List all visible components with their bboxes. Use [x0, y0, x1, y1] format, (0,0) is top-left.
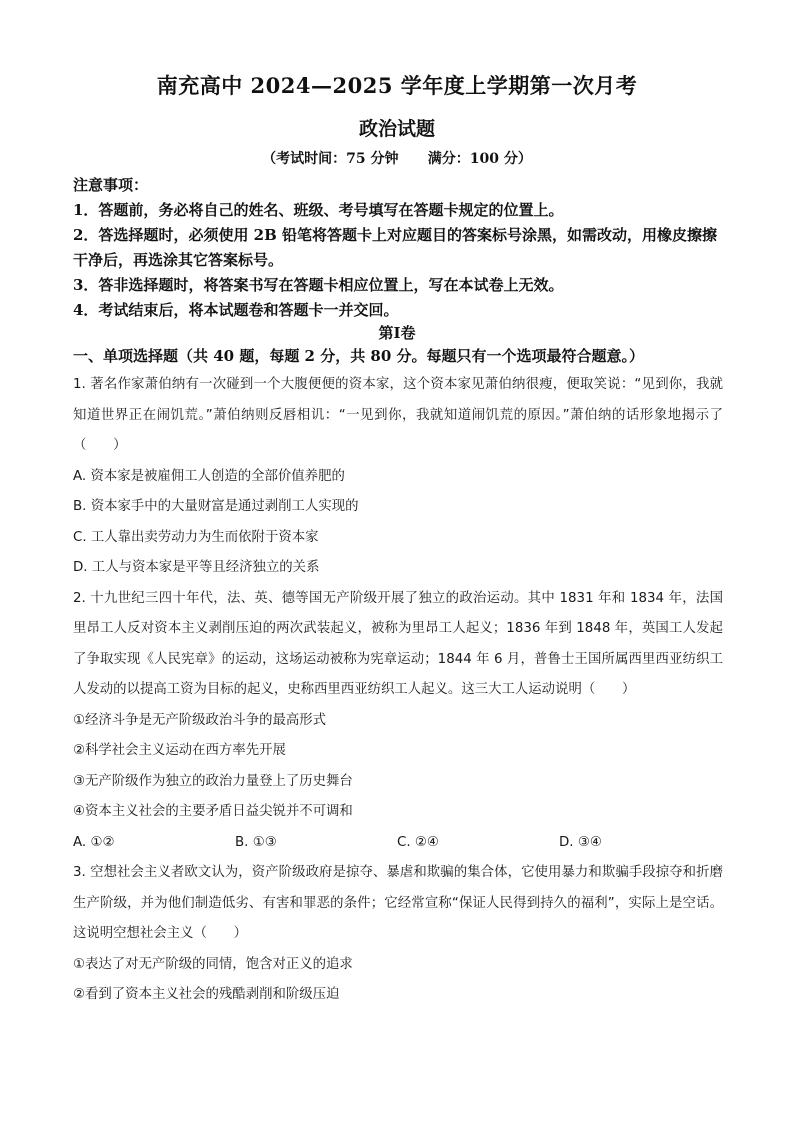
answer-option: A. 资本家是被雇佣工人创造的全部价值养肥的: [73, 468, 345, 484]
answer-option: D. 工人与资本家是平等且经济独立的关系: [73, 560, 320, 575]
exam-score: 满分：100 分）: [427, 151, 532, 167]
notice-item: 3．答非选择题时，将答案书写在答题卡相应位置上，写在本试卷上无效。: [73, 276, 564, 294]
notice-item: 4．考试结束后，将本试题卷和答题卡一并交回。: [73, 301, 399, 319]
answer-option: B. ①③: [235, 834, 277, 850]
exam-subject: 政治试题: [358, 118, 435, 140]
statement-item: ②科学社会主义运动在西方率先开展: [73, 743, 286, 758]
statement-item: ②看到了资本主义社会的残酷剥削和阶级压迫: [73, 987, 340, 1002]
notice-heading: 注意事项：: [73, 176, 149, 194]
answer-option: C. 工人靠出卖劳动力为生而依附于资本家: [73, 529, 319, 545]
question-list: [73, 370, 723, 1011]
answer-option: C. ②④: [397, 834, 439, 850]
question-stem: 2. 十九世纪三四十年代，法、英、德等国无产阶级开展了独立的政治运动。其中 1831 年和 1834 年，法国里昂工人反对资本主义剥削压迫的两次武装起义，被称为里昂工人起义；1836 年到 1848 年，英国工人发起了争取实现《人民宪章》的运动，这场运动被称为宪章运动；1844 年 6 月，普鲁士王国所属西里西亚纺织工人发动的以提高工资为目标的起义，史称西里西亚纺织工人起义。这三大工人运动说明（ ）: [73, 590, 723, 697]
answer-option: B. 资本家手中的大量财富是通过剥削工人实现的: [73, 499, 359, 514]
question-stem: 1. 著名作家萧伯纳有一次碰到一个大腹便便的资本家，这个资本家见萧伯纳很瘦，便取笑说：“见到你，我就知道世界正在闹饥荒。”萧伯纳则反唇相讥：“一见到你，我就知道闹饥荒的原因。”萧伯纳的话形象地揭示了（ ）: [73, 377, 723, 453]
part-label: 第Ⅰ卷: [378, 324, 416, 342]
statement-item: ①经济斗争是无产阶级政治斗争的最高形式: [73, 712, 327, 728]
exam-time: （考试时间：75 分钟: [262, 151, 399, 167]
statement-item: ③无产阶级作为独立的政治力量登上了历史舞台: [73, 773, 353, 789]
exam-title: 南充高中 2024—2025 学年度上学期第一次月考: [156, 73, 638, 98]
notice-item: 2．答选择题时，必须使用 2B 铅笔将答题卡上对应题目的答案标号涂黑，如需改动，用橡皮擦擦干净后，再选涂其它答案标号。: [73, 226, 718, 269]
statement-item: ①表达了对无产阶级的同情，饱含对正义的追求: [73, 956, 353, 972]
exam-info: [0, 148, 794, 168]
notice-block: [73, 173, 723, 323]
answer-option: D. ③④: [559, 834, 602, 850]
notice-item: 1．答题前，务必将自己的姓名、班级、考号填写在答题卡规定的位置上。: [73, 201, 564, 219]
statement-item: ④资本主义社会的主要矛盾日益尖锐并不可调和: [73, 804, 353, 819]
answer-option: A. ①②: [73, 834, 115, 850]
question-stem: 3. 空想社会主义者欧文认为，资产阶级政府是掠夺、暴虐和欺骗的集合体，它使用暴力和欺骗手段掠夺和折磨生产阶级，并为他们制造低劣、有害和罪恶的条件；它经常宣称“保证人民得到持久的福利”，实际上是空话。这说明空想社会主义（ ）: [73, 865, 723, 941]
answer-options-row: [73, 828, 723, 859]
section-heading: 一、单项选择题（共 40 题，每题 2 分，共 80 分。每题只有一个选项最符合题意。）: [73, 347, 645, 365]
